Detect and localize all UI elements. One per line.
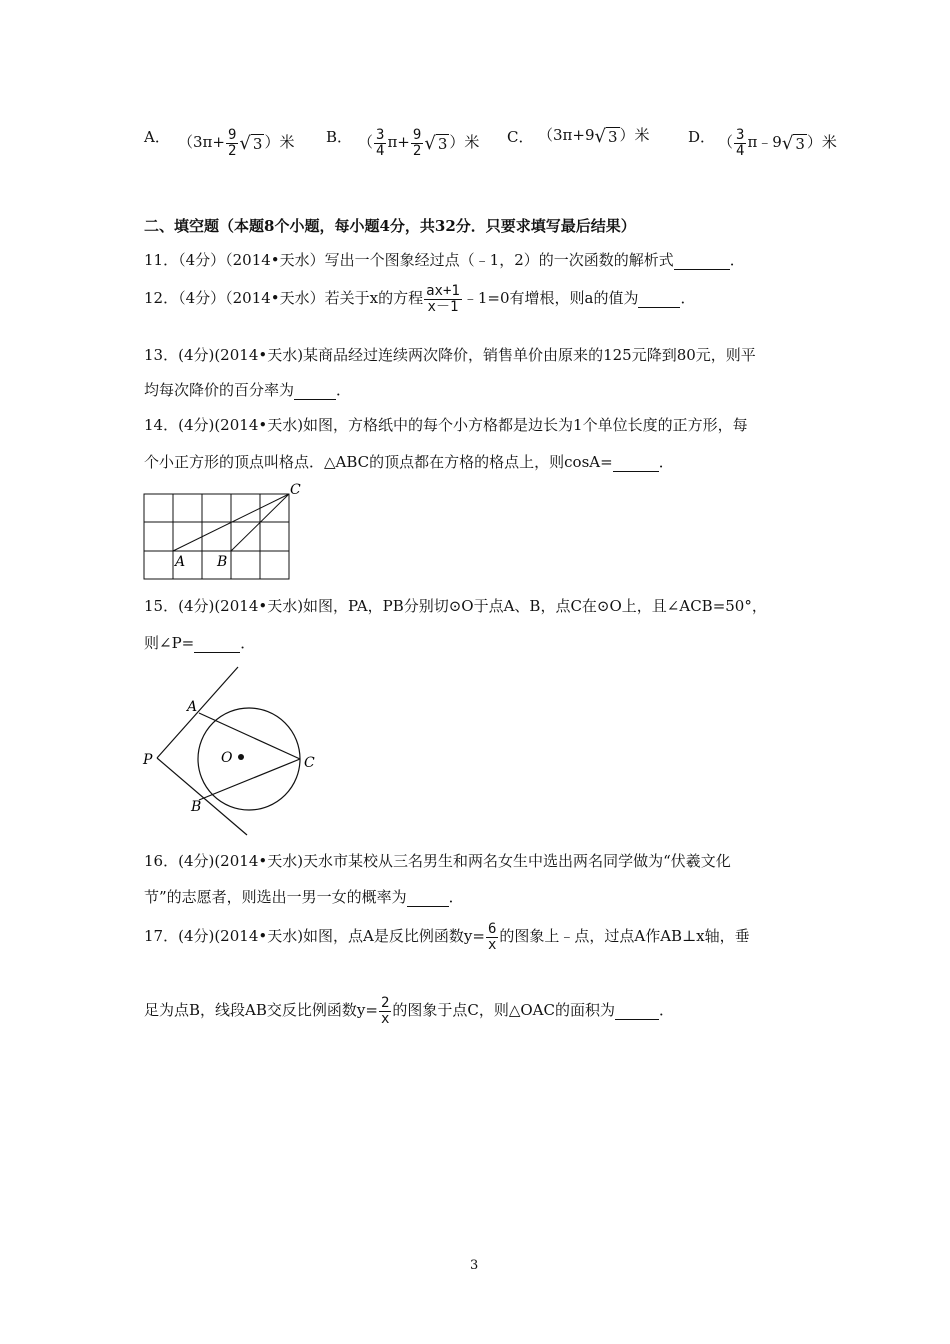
tangent-pb [157, 758, 247, 835]
question-17-line-2 [144, 996, 674, 1026]
option-c-letter: C． [507, 128, 534, 146]
option-c-pre: （3π+9 [538, 126, 595, 144]
question-17-end: ． [659, 1001, 675, 1020]
question-17-fraction-1 [486, 922, 498, 952]
option-a-post: ）米 [264, 133, 295, 152]
question-12 [144, 284, 695, 314]
grid-triangle-figure [138, 482, 310, 586]
question-11-text: 11．（4分）（2014•天水）写出一个图象经过点（﹣1，2）的一次函数的解析式 [144, 251, 674, 269]
option-a [144, 126, 170, 147]
question-12-end: ． [680, 289, 696, 308]
label-c: C [304, 755, 315, 771]
option-a-radicand: 3 [252, 134, 263, 153]
question-14-line-2 [144, 451, 674, 472]
center-dot [238, 754, 244, 760]
question-17-num2: 2 [380, 995, 390, 1011]
option-b-mid: π+ [387, 133, 410, 152]
label-a: A [187, 699, 198, 715]
question-16-line-2-text: 节”的志愿者，则选出一男一女的概率为 [144, 888, 407, 906]
answer-blank-12[interactable] [638, 289, 680, 308]
option-b-pre: （ [358, 133, 374, 152]
question-17-post1: 的图象上﹣点，过点A作AB⊥x轴，垂 [499, 927, 750, 946]
question-14-line-1: 14．(4分)(2014•天水)如图，方格纸中的每个小方格都是边长为1个单位长度的正方形，每 [144, 416, 748, 434]
question-15-line-2-text: 则∠P= [144, 634, 195, 652]
label-b: B [191, 799, 202, 815]
option-a-num: 9 [227, 127, 237, 143]
option-d-pre: （ [718, 133, 734, 152]
option-a-expression [178, 128, 294, 158]
option-a-fraction [226, 128, 238, 158]
option-b-fraction-2 [411, 128, 423, 158]
option-b-post: ）米 [449, 133, 480, 152]
label-a: A [175, 554, 186, 570]
option-d-radicand: 3 [795, 134, 805, 153]
question-11 [144, 249, 745, 270]
option-b-fraction-1 [374, 128, 386, 158]
option-b-expression [358, 128, 479, 158]
question-16-end: ． [448, 888, 464, 906]
option-c-post: ）米 [619, 126, 650, 144]
option-d-expression [718, 128, 837, 158]
question-13-end: ． [336, 381, 352, 399]
page-number: 3 [470, 1258, 479, 1273]
question-16-line-1: 16．(4分)(2014•天水)天水市某校从三名男生和两名女生中选出两名同学做为“伏羲文化 [144, 852, 731, 870]
label-c: C [290, 482, 301, 498]
option-a-den: 2 [227, 142, 237, 159]
tangent-pa [157, 667, 238, 758]
option-b-letter: B． [326, 128, 353, 146]
option-c-expression [538, 124, 650, 147]
question-13-line-2 [144, 379, 351, 400]
option-a-pre: （3π+ [178, 133, 225, 152]
question-12-den: x－1 [427, 298, 459, 315]
option-d [688, 126, 715, 147]
question-17-fraction-2 [379, 996, 391, 1026]
question-16-line-2 [144, 886, 464, 907]
label-p: P [143, 752, 153, 768]
chord-ac [199, 713, 300, 759]
answer-blank-14[interactable] [613, 453, 659, 472]
answer-blank-16[interactable] [407, 888, 449, 907]
chord-bc [199, 759, 300, 800]
option-d-num: 3 [736, 127, 745, 143]
question-13-line-2-text: 均每次降价的百分率为 [144, 381, 295, 399]
option-d-sqrt: √ 3 [781, 132, 805, 154]
option-b-sqrt: √ 3 [424, 132, 448, 154]
question-12-pre: 12．（4分）（2014•天水）若关于x的方程 [144, 289, 424, 308]
option-c-sqrt: √ 3 [594, 125, 618, 147]
option-d-letter: D． [688, 128, 716, 146]
question-15-end: ． [240, 634, 256, 652]
option-b-radicand: 3 [437, 134, 448, 153]
option-d-den: 4 [736, 142, 745, 159]
option-c [507, 126, 533, 147]
question-14-end: ． [658, 453, 674, 471]
question-15-line-1: 15．(4分)(2014•天水)如图，PA，PB分别切⊙O于点A、B，点C在⊙O上，且∠ACB=50°， [144, 597, 767, 615]
question-12-num: ax+1 [426, 283, 460, 299]
option-d-fraction [734, 128, 746, 158]
option-b-den1: 4 [376, 142, 385, 159]
question-14-line-2-text: 个小正方形的顶点叫格点．△ABC的顶点都在方格的格点上，则cosA= [144, 453, 613, 471]
question-17-den1: x [487, 936, 497, 953]
question-17-post2: 的图象于点C，则△OAC的面积为 [392, 1001, 615, 1020]
answer-blank-17[interactable] [615, 1001, 659, 1020]
question-17-den2: x [380, 1010, 390, 1027]
option-b-num1: 3 [376, 127, 385, 143]
option-b [326, 126, 352, 147]
option-c-radicand: 3 [608, 127, 618, 146]
question-17-pre2: 足为点B，线段AB交反比例函数y= [144, 1001, 378, 1020]
answer-blank-13[interactable] [294, 381, 336, 400]
question-12-post: ﹣1=0有增根，则a的值为 [462, 289, 639, 308]
question-15-line-2 [144, 632, 255, 653]
option-d-mid: π﹣9 [747, 133, 782, 152]
label-o: O [221, 750, 233, 766]
option-a-sqrt: √ 3 [239, 132, 263, 154]
question-11-end: ． [729, 251, 745, 269]
option-b-den2: 2 [412, 142, 422, 159]
option-d-post: ）米 [806, 133, 837, 152]
option-a-letter: A． [144, 128, 170, 146]
question-13-line-1: 13．(4分)(2014•天水)某商品经过连续两次降价，销售单价由原来的125元降到80元，则平 [144, 346, 756, 364]
option-b-num2: 9 [412, 127, 422, 143]
question-12-fraction [424, 284, 462, 314]
question-17-pre1: 17．(4分)(2014•天水)如图，点A是反比例函数y= [144, 927, 485, 946]
section-title: 二、填空题（本题8个小题，每小题4分，共32分．只要求填写最后结果） [144, 217, 636, 235]
tangent-circle-figure [138, 660, 338, 840]
question-17-num1: 6 [487, 921, 497, 937]
answer-blank-15[interactable] [194, 634, 240, 653]
answer-blank-11[interactable] [674, 251, 730, 270]
question-17-line-1 [144, 922, 750, 952]
label-b: B [217, 554, 228, 570]
